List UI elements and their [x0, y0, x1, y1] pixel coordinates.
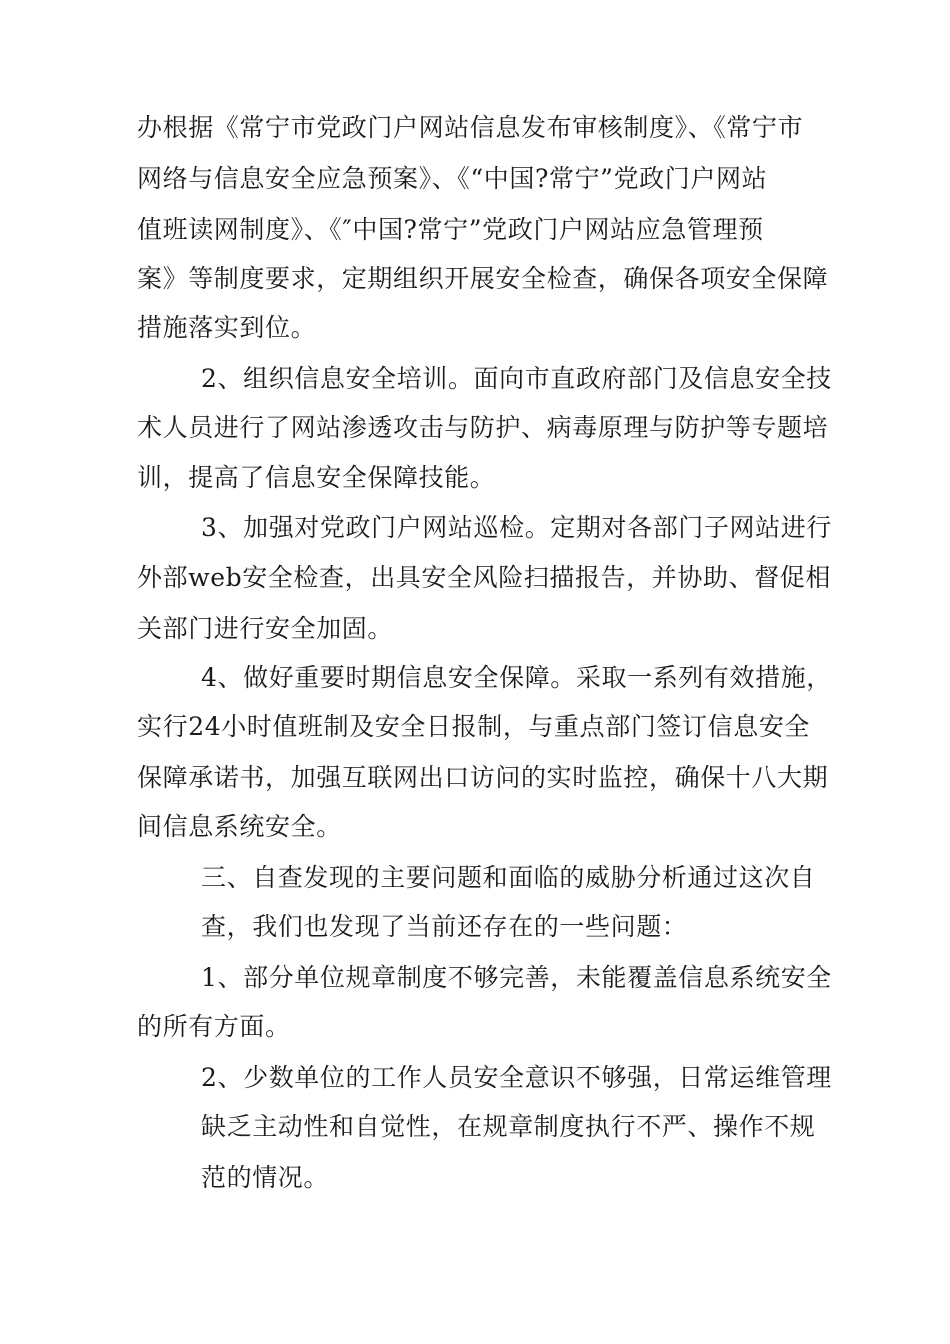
text-line: 2、少数单位的工作人员安全意识不够强，日常运维管理	[201, 1063, 832, 1092]
text-line: 外部web安全检查，出具安全风险扫描报告，并协助、督促相	[137, 563, 831, 592]
text-line: 范的情况。	[201, 1163, 330, 1192]
text-line: 的所有方面。	[137, 1012, 291, 1041]
text-line: 保障承诺书，加强互联网出口访问的实时监控，确保十八大期	[137, 763, 829, 792]
text-line: 三、自查发现的主要问题和面临的威胁分析通过这次自	[201, 863, 816, 892]
text-line: 1、部分单位规章制度不够完善，未能覆盖信息系统安全	[201, 963, 832, 992]
text-line: 办根据《常宁市党政门户网站信息发布审核制度》、《常宁市	[137, 113, 804, 142]
text-line: 3、加强对党政门户网站巡检。定期对各部门子网站进行	[201, 513, 832, 542]
text-line: 缺乏主动性和自觉性，在规章制度执行不严、操作不规	[201, 1112, 816, 1141]
text-line: 训，提高了信息安全保障技能。	[137, 463, 496, 492]
text-line: 措施落实到位。	[137, 313, 317, 342]
text-line: 查，我们也发现了当前还存在的一些问题：	[201, 912, 688, 941]
text-line: 术人员进行了网站渗透攻击与防护、病毒原理与防护等专题培	[137, 413, 829, 442]
text-line: 4、做好重要时期信息安全保障。采取一系列有效措施，	[201, 663, 832, 692]
text-line: 值班读网制度》、《″中国?常宁”党政门户网站应急管理预	[137, 215, 764, 244]
text-line: 关部门进行安全加固。	[137, 614, 394, 643]
text-line: 2、组织信息安全培训。面向市直政府部门及信息安全技	[201, 364, 832, 393]
text-line: 间信息系统安全。	[137, 812, 342, 841]
text-line: 网络与信息安全应急预案》、《“中国?常宁”党政门户网站	[137, 164, 768, 193]
text-line: 实行24小时值班制及安全日报制，与重点部门签订信息安全	[137, 712, 811, 741]
text-line: 案》等制度要求，定期组织开展安全检查，确保各项安全保障	[137, 264, 829, 293]
